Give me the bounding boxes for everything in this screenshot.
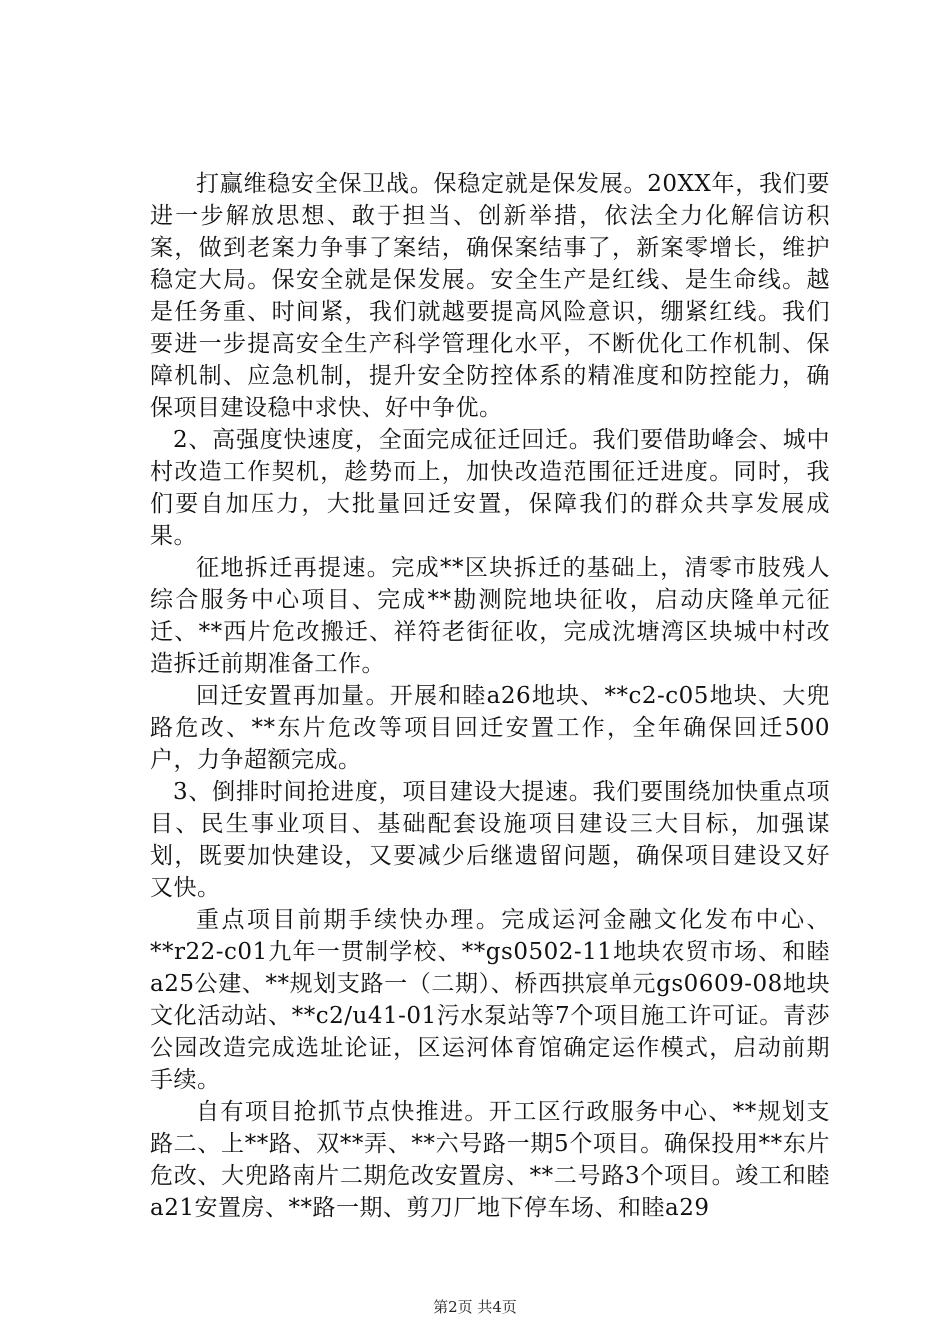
paragraph-heading-project-construction: 3、倒排时间抢进度，项目建设大提速。我们要围绕加快重点项目、民生事业项目、基础配套设施项目建设三大目标，加强谋划，既要加快建设，又要减少后继遗留问题，确保项目建设又好又快。 — [150, 779, 830, 901]
page-number-footer: 第2页 共4页 — [433, 1298, 517, 1316]
paragraph-land-demolition: 征地拆迁再提速。完成**区块拆迁的基础上，清零市肢残人综合服务中心项目、完成**勘测院地块征收，启动庆隆单元征迁、**西片危改搬迁、祥符老街征收，完成沈塘湾区块城中村改造拆迁前期准备工作。 — [150, 555, 830, 677]
paragraph-stability-safety: 打赢维稳安全保卫战。保稳定就是保发展。20XX年，我们要进一步解放思想、敢于担当、创新举措，依法全力化解信访积案，做到老案力争事了案结，确保案结事了，新案零增长，维护稳定大局。保安全就是保发展。安全生产是红线、是生命线。越是任务重、时间紧，我们就越要提高风险意识，绷紧红线。我们要进一步提高安全生产科学管理化水平，不断优化工作机制、保障机制、应急机制，提升安全防控体系的精准度和防控能力，确保项目建设稳中求快、好中争优。 — [150, 171, 830, 421]
paragraph-resettlement: 回迁安置再加量。开展和睦a26地块、**c2-c05地块、大兜路危改、**东片危改等项目回迁安置工作，全年确保回迁500户，力争超额完成。 — [150, 683, 830, 773]
paragraph-key-projects: 重点项目前期手续快办理。完成运河金融文化发布中心、**r22-c01九年一贯制学校、**gs0502-11地块农贸市场、和睦a25公建、**规划支路一（二期）、桥西拱宸单元gs0609-08地块文化活动站、**c2/u41-01污水泵站等7个项目施工许可证。青莎公园改造完成选址论证，区运河体育馆确定运作模式，启动前期手续。 — [150, 907, 830, 1093]
paragraph-heading-relocation: 2、高强度快速度，全面完成征迁回迁。我们要借助峰会、城中村改造工作契机，趁势而上，加快改造范围征迁进度。同时，我们要自加压力，大批量回迁安置，保障我们的群众共享发展成果。 — [150, 427, 830, 549]
document-body — [150, 168, 830, 1224]
paragraph-own-projects: 自有项目抢抓节点快推进。开工区行政服务中心、**规划支路二、上**路、双**弄、**六号路一期5个项目。确保投用**东片危改、大兜路南片二期危改安置房、**二号路3个项目。竣工和睦a21安置房、**路一期、剪刀厂地下停车场、和睦a29 — [150, 1099, 830, 1221]
